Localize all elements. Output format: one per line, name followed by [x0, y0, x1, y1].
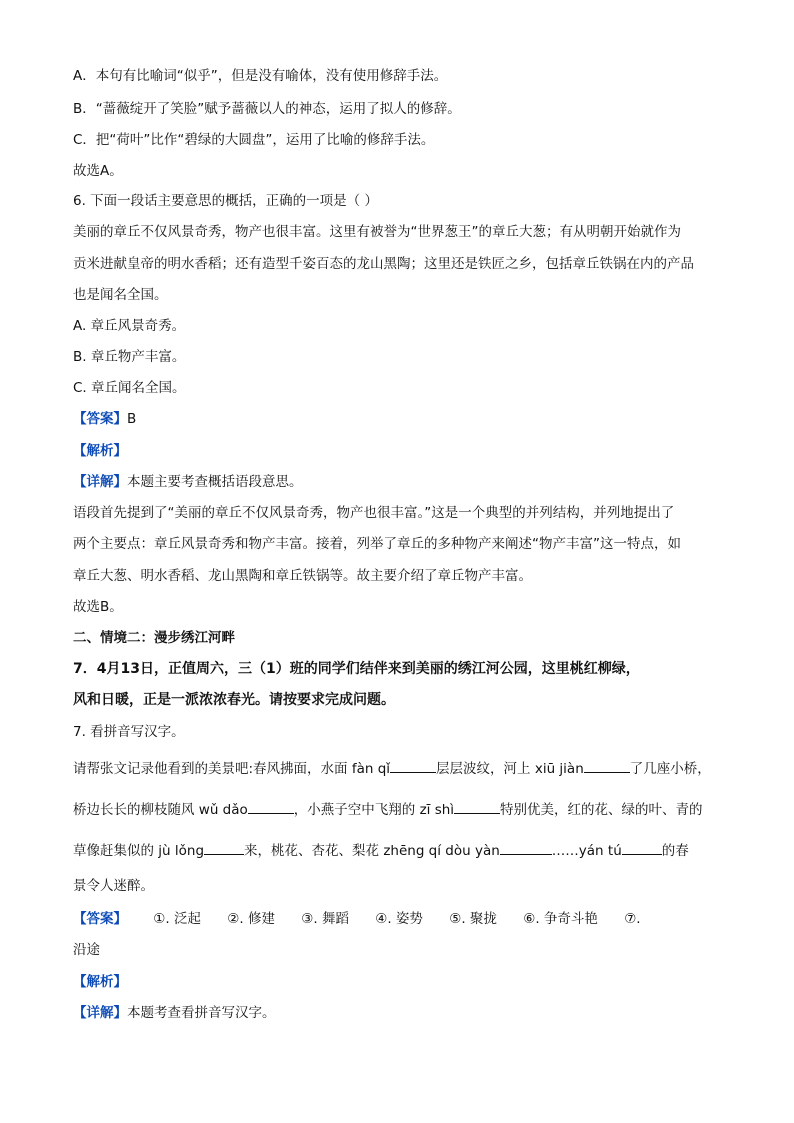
detail-label: 【详解】 [73, 474, 127, 490]
q7-detail-line [73, 1003, 276, 1023]
q6-option-a: A. 章丘风景奇秀。 [73, 318, 186, 334]
answer-blank [248, 800, 294, 814]
section-intro-line: 风和日暖，正是一派浓浓春光。请按要求完成问题。 [73, 692, 395, 708]
analysis-label: 【解析】 [73, 974, 127, 990]
answer-label: 【答案】 [73, 911, 127, 927]
answer-blank [500, 841, 552, 855]
q6-option-b: B. 章丘物产丰富。 [73, 349, 186, 365]
q6-passage-line: 贡米进献皇帝的明水香稻；还有造型千姿百态的龙山黑陶；这里还是铁匠之乡，包括章丘铁锅在内的产品 [73, 256, 694, 272]
answer-item: ⑦. [624, 911, 641, 927]
q6-explain-line: 语段首先提到了“美丽的章丘不仅风景奇秀，物产也很丰富。”这是一个典型的并列结构，并列地提出了 [73, 505, 675, 521]
answer-blank [622, 841, 662, 855]
answer-value: B [127, 411, 137, 427]
answer-item: ②. 修建 [227, 911, 275, 927]
q7-text: 草像赶集似的 jù lǒng [73, 843, 205, 859]
q7-fill-line [73, 800, 703, 820]
answer-blank [390, 759, 436, 773]
q6-analysis-label [73, 441, 127, 461]
q6-answer-line [73, 409, 136, 429]
q7-text: ……yán tú [551, 843, 622, 859]
q5-option-a: A．本句有比喻词“似乎”，但是没有喻体，没有使用修辞手法。 [73, 68, 448, 84]
detail-text: 本题主要考查概括语段意思。 [127, 474, 303, 490]
answer-item: ⑤. 聚拢 [449, 911, 497, 927]
answer-item: ③. 舞蹈 [301, 911, 349, 927]
q7-text: 来，桃花、杏花、梨花 zhēng qí dòu yàn [244, 843, 500, 859]
q7-answer-line [73, 909, 723, 929]
q7-text: ，小燕子空中飞翔的 zī shì [293, 802, 455, 818]
q7-text: 请帮张文记录他看到的美景吧:春风拂面，水面 fàn qǐ [73, 761, 391, 777]
answer-item: ⑥. 争奇斗艳 [523, 911, 598, 927]
analysis-label: 【解析】 [73, 443, 127, 459]
q6-passage-line: 美丽的章丘不仅风景奇秀，物产也很丰富。这里有被誉为“世界葱王”的章丘大葱；有从明朝开始就作为 [73, 224, 681, 240]
q6-explain-line: 章丘大葱、明水香稻、龙山黑陶和章丘铁锅等。故主要介绍了章丘物产丰富。 [73, 568, 532, 584]
q7-text: 层层波纹，河上 xiū jiàn [436, 761, 584, 777]
section-intro-line: 7．4月13日，正值周六，三（1）班的同学们结伴来到美丽的绣江河公园，这里桃红柳绿， [73, 661, 640, 677]
q7-text: 的春 [661, 843, 689, 859]
q6-passage-line: 也是闻名全国。 [73, 287, 168, 303]
q7-text: 桥边长长的柳枝随风 wǔ dǎo [73, 802, 248, 818]
answer-label: 【答案】 [73, 411, 127, 427]
answer-blank [204, 841, 244, 855]
q5-option-c: C．把“荷叶”比作“碧绿的大圆盘”，运用了比喻的修辞手法。 [73, 132, 435, 148]
q6-stem: 6. 下面一段话主要意思的概括，正确的一项是（ ） [73, 193, 378, 209]
q7-answer-cont: 沿途 [73, 942, 100, 958]
q6-conclusion: 故选B。 [73, 599, 123, 615]
q7-analysis-label [73, 972, 127, 992]
answer-blank [454, 800, 500, 814]
q7-text: 了几座小桥， [629, 761, 711, 777]
q6-option-c: C. 章丘闻名全国。 [73, 380, 186, 396]
q7-fill-line [73, 841, 689, 861]
answer-item: ④. 姿势 [375, 911, 423, 927]
q5-conclusion: 故选A。 [73, 163, 123, 179]
q7-text: 特别优美，红的花、绿的叶、青的 [500, 802, 703, 818]
q5-option-b: B．“蔷薇绽开了笑脸”赋予蔷薇以人的神态，运用了拟人的修辞。 [73, 101, 461, 117]
detail-text: 本题考查看拼音写汉字。 [127, 1005, 276, 1021]
answer-item: ①. 泛起 [153, 911, 201, 927]
q6-detail-line [73, 472, 303, 492]
q7-fill-line [73, 759, 711, 779]
q7-stem: 7. 看拼音写汉字。 [73, 724, 185, 740]
answer-blank [584, 759, 630, 773]
q6-explain-line: 两个主要点：章丘风景奇秀和物产丰富。接着，列举了章丘的多种物产来阐述“物产丰富”这一特点，如 [73, 536, 681, 552]
q7-fill-line: 景令人迷醉。 [73, 878, 154, 894]
detail-label: 【详解】 [73, 1005, 127, 1021]
section-title: 二、情境二：漫步绣江河畔 [73, 630, 235, 646]
